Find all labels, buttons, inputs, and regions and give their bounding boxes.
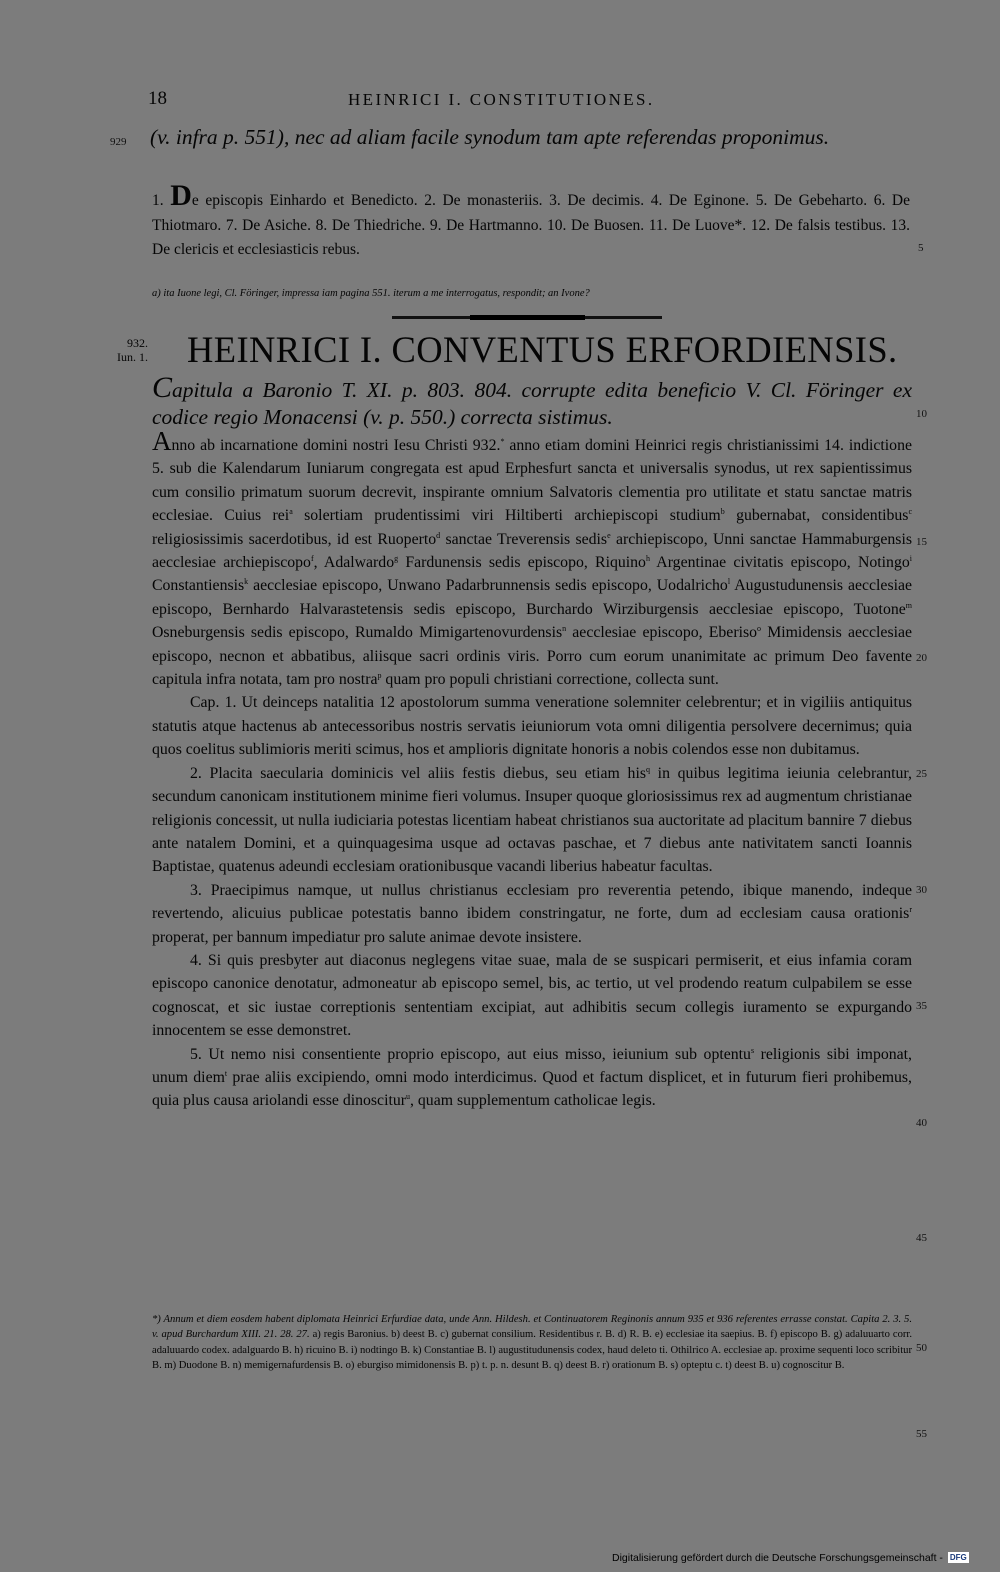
- line-number: 10: [916, 408, 927, 420]
- intro-block: [150, 124, 912, 151]
- intro-text: (v. infra p. 551), nec ad aliam facile synodum tam apte referendas proponimus.: [150, 125, 830, 149]
- chapter-list-note: a) ita Iuone legi, Cl. Föringer, impressa iam pagina 551. iterum a me interrogatus, respondit; an Ivone?: [152, 288, 590, 299]
- footnotes: [152, 1312, 912, 1374]
- paragraph-cap-3: 3. Praecipimus namque, ut nullus christianus ecclesiam pro reverentia petendo, ibique manendo, indeque revertendo, alicuius publicae potestatis banno ibidem constringatur, ne forte, dum ad ecclesiam causa orationis$^r$ properat, per bannum impediatur pro salute animae devote insistere.: [152, 881, 912, 946]
- line-number: 15: [916, 536, 927, 548]
- line-number: 45: [916, 1232, 927, 1244]
- line-number: 55: [916, 1428, 927, 1440]
- line-number: 35: [916, 1000, 927, 1012]
- subtitle-initial: C: [152, 371, 173, 404]
- paragraph-cap-4: 4. Si quis presbyter aut diaconus neglegens vitae suae, mala de se suspicari permiserit, et eius infamia coram episcopo canonice denotatur, admoneatur ab episcopo semel, bis, ac tertio, ut vel prodendo reatum culpabilem se esse cognoscat, et sic iustae correptionis sententiam excipiat, aut adhibitis secum collegis iuramento se expurgando innocentem se esse demonstret.: [152, 951, 912, 1040]
- margin-year: 929: [110, 136, 127, 148]
- main-text: [152, 426, 913, 1113]
- chapter-list-number: 1.: [152, 192, 164, 209]
- section-divider-center: [470, 315, 585, 320]
- dfg-logo: DFG: [949, 1553, 967, 1562]
- paragraph-cap-1: Cap. 1. Ut deinceps natalitia 12 apostolorum summa veneratione solemniter celebrentur; et in vigiliis antiquitus statutis atque hactenus ab antecessoribus nostris servatis ieiuniorum vota omni diligentia persolvere decernimus; quia quos coelitus sublimioris meriti scimus, hos et amplioris dignitate honoris a nobis colendos esse non dubitamus.: [152, 694, 912, 759]
- digitization-credit: [612, 1552, 969, 1564]
- preamble-initial: A: [152, 426, 172, 456]
- line-number: 25: [916, 768, 927, 780]
- running-head: [148, 88, 910, 112]
- page-number: 18: [148, 88, 167, 109]
- subtitle-text: apitula a Baronio T. XI. p. 803. 804. corrupte edita beneficio V. Cl. Föringer ex codice regio Monacensi (v. p. 550.) correcta sistimus.: [152, 378, 912, 429]
- side-date-day: Iun. 1.: [117, 350, 148, 364]
- side-date-year: 932.: [127, 336, 148, 350]
- side-date: [100, 336, 148, 364]
- running-title: HEINRICI I. CONSTITUTIONES.: [348, 90, 655, 109]
- chapter-list-text: e episcopis Einhardo et Benedicto. 2. De monasteriis. 3. De decimis. 4. De Eginone. 5. De Gebeharto. 6. De Thiotmaro. 7. De Asiche. 8. De Thiedriche. 9. De Hartmanno. 10. De Buosen. 11. De Luove*. 12. De falsis testibus. 13. De clericis et ecclesiasticis rebus.: [152, 192, 910, 258]
- line-number: 30: [916, 884, 927, 896]
- footnote-apparatus: a) regis Baronius. b) deest B. c) gubernat consilium. Residentibus r. B. d) R. B. e) ecclesiae ita saepius. B. f) episcopo B. g) adaluuarto corr. adaluuardo codex. adalguardo B. h) ricuino B. i) nodtingo B. k) Constantiae B. l) augustitudunensis codex, haud deleto ti. Othilrico A. ecclesiae ap. proxime sequenti loco scribitur B. m) Duodone B. n) memigernafurdensis B. o) eburgiso mimidonensis B. p) t. p. n. desunt B. q) deest B. r) orationum B. s) opteptu c. t) deest B. u) cognoscitur B.: [152, 1329, 912, 1372]
- line-number: 20: [916, 652, 927, 664]
- section-subtitle: [152, 371, 912, 431]
- line-number: 50: [916, 1342, 927, 1354]
- chapter-list: [152, 179, 910, 263]
- footnote-star: *) Annum et diem eosdem habent diplomata Heinrici Erfurdiae data, unde Ann. Hildesh. et Continuatorem Reginonis annum 935 et 936 referentes errasse constat. Capita 2. 3. 5. v. apud Burchardum XIII. 21. 28. 27.: [152, 1314, 912, 1341]
- section-title: HEINRICI I. CONVENTUS ERFORDIENSIS.: [187, 329, 898, 370]
- line-number: 40: [916, 1117, 927, 1129]
- paragraph-cap-2: 2. Placita saecularia dominicis vel aliis festis diebus, seu etiam his$^q$ in quibus legitima ieiunia celebrantur, secundum canonicam institutionem minime fieri volumus. Insuper quoque gloriosissimus rex ad augmentum christianae religionis concessit, ut nulla iudiciaria potestas licentiam habeat christianos sua auctoritate ad placitum bannire 7 diebus ante natalem Domini, et a quinquagesima usque ad octavas paschae, et 7 diebus ante nativitatem sancti Ioannis Baptistae, quatenus adeundi ecclesiam orationibusque vacandi liberius habeatur facultas.: [152, 764, 912, 876]
- paragraph-cap-5: 5. Ut nemo nisi consentiente proprio episcopo, aut eius misso, ieiunium sub optentu$^s$ religionis sibi imponat, unum diem$^t$ prae aliis excipiendo, omni modo interdicimus. Quod et factum displicet, et in futurum fieri prohibemus, quia plus causa ariolandi esse dinoscitur$^u$, quam supplementum catholicae legis.: [152, 1045, 912, 1110]
- drop-initial: D: [170, 179, 192, 212]
- digitization-text: Digitalisierung gefördert durch die Deutsche Forschungsgemeinschaft -: [612, 1552, 943, 1564]
- line-number: 5: [918, 242, 924, 254]
- paragraph-preamble: Anno ab incarnatione domini nostri Iesu Christi 932.* anno etiam domini Heinrici regis christianissimi 14. indictione 5. sub die Kalendarum Iuniarum congregata est apud Erphesfurt sancta et universalis synodus, ut rex sapientissimus cum consilio primatum suorum decrevit, inspirante omnium Salvatoris clementia pro utilitate et statu sanctae matris ecclesiae. Cuius rei$^a$ solertiam prudentissimi viri Hiltiberti archiepiscopi studium$^b$ gubernabat, considentibus$^c$ religiosissimis sacerdotibus, id est Ruoperto$^d$ sanctae Treverensis sedis$^e$ archiepiscopo, Unni sanctae Hammaburgensis aecclesiae archiepiscopo$^f$, Adalwardo$^g$ Fardunensis sedis episcopo, Riquino$^h$ Argentinae civitatis episcopo, Notingo$^i$ Constantiensis$^k$ aecclesiae episcopo, Unwano Padarbrunnensis sedis episcopo, Uodalricho$^l$ Augustudunensis aecclesiae episcopo, Bernhardo Halvarastetensis sedis episcopo, Burchardo Wirziburgensis aecclesiae episcopo, Tuotone$^m$ Osneburgensis sedis episcopo, Rumaldo Mimigartenovurdensis$^n$ aecclesiae episcopo, Eberiso$^o$ Mimidensis aecclesiae episcopo, necnon et abbatibus, aliisque sacri ordinis viris. Porro cum eorum unanimitate ac primum Deo favente capitula infra notata, tam pro nostra$^p$ quam pro populi christiani correctione, collecta sunt.: [152, 426, 913, 689]
